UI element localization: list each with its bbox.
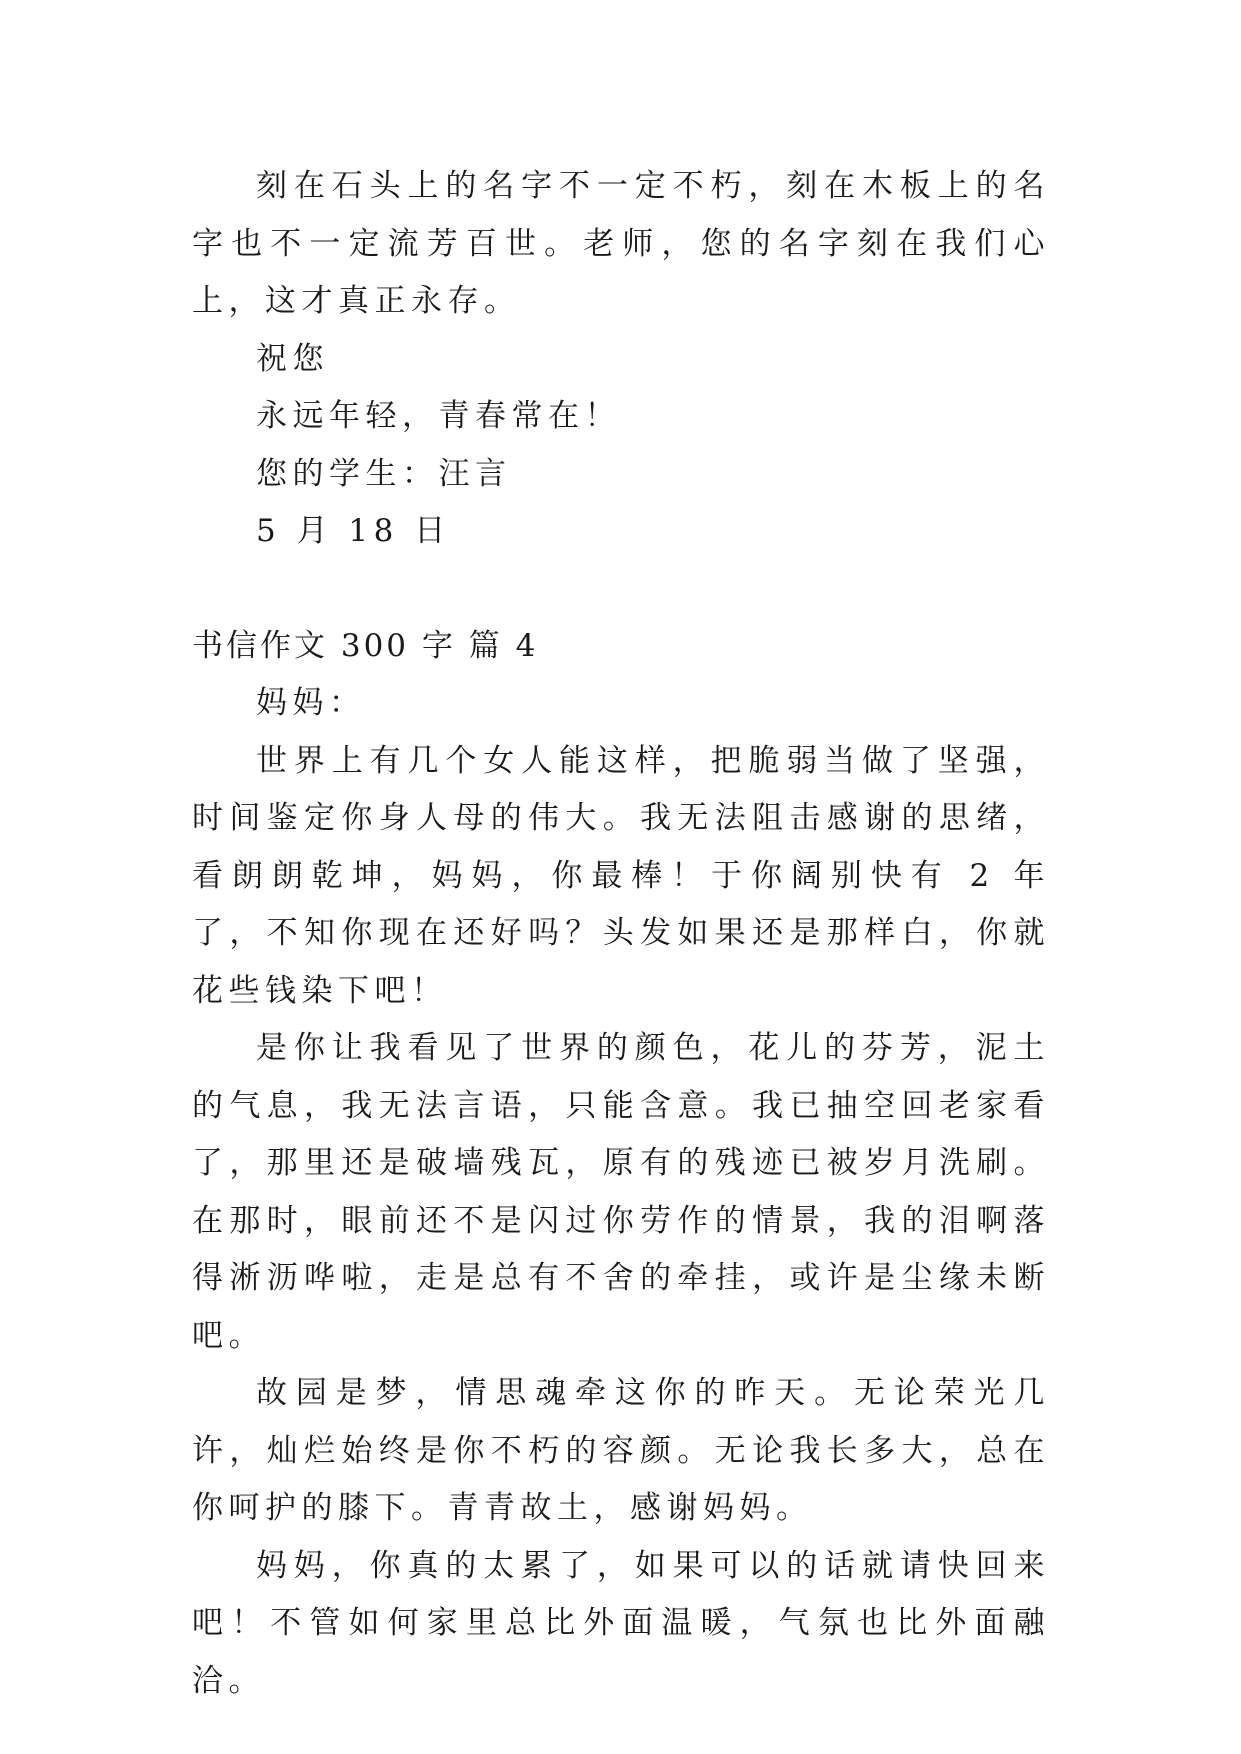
- document-page: [192, 158, 1050, 1710]
- letter4-salutation: 妈妈：: [256, 685, 366, 721]
- section-gap: [192, 561, 1050, 618]
- letter4-paragraph-2: 是你让我看见了世界的颜色，花儿的芬芳，泥土的气息，我无法言语，只能含意。我已抽空回老家看了，那里还是破墙残瓦，原有的残迹已被岁月洗刷。在那时，眼前还不是闪过你劳作的情景，我的泪啊落得淅沥哗啦，走是总有不舍的牵挂，或许是尘缘未断吧。: [192, 1030, 1050, 1354]
- letter3-closing-line-2: 永远年轻，青春常在！: [256, 398, 621, 434]
- letter3-date: 5 月 18 日: [256, 513, 451, 549]
- letter3-body-paragraph: 刻在石头上的名字不一定不朽，刻在木板上的名字也不一定流芳百世。老师，您的名字刻在我们心上，这才真正永存。: [192, 168, 1050, 319]
- letter4-paragraph-1: 世界上有几个女人能这样，把脆弱当做了坚强，时间鉴定你身人母的伟大。我无法阻击感谢的思绪，看朗朗乾坤，妈妈，你最棒！于你阔别快有 2 年了，不知你现在还好吗？头发如果还是那样白，你就花些钱染下吧！: [192, 742, 1050, 1009]
- letter3-closing-line-1: 祝您: [256, 340, 329, 377]
- letter4-paragraph-4: 妈妈，你真的太累了，如果可以的话就请快回来吧！不管如何家里总比外面温暖，气氛也比外面融洽。: [192, 1547, 1050, 1699]
- letter4-heading: 书信作文 300 字 篇 4: [192, 627, 539, 664]
- letter3-signature: 您的学生：汪言: [256, 455, 512, 492]
- letter4-paragraph-3: 故园是梦，情思魂牵这你的昨天。无论荣光几许，灿烂始终是你不朽的容颜。无论我长多大，总在你呵护的膝下。青青故土，感谢妈妈。: [192, 1375, 1050, 1526]
